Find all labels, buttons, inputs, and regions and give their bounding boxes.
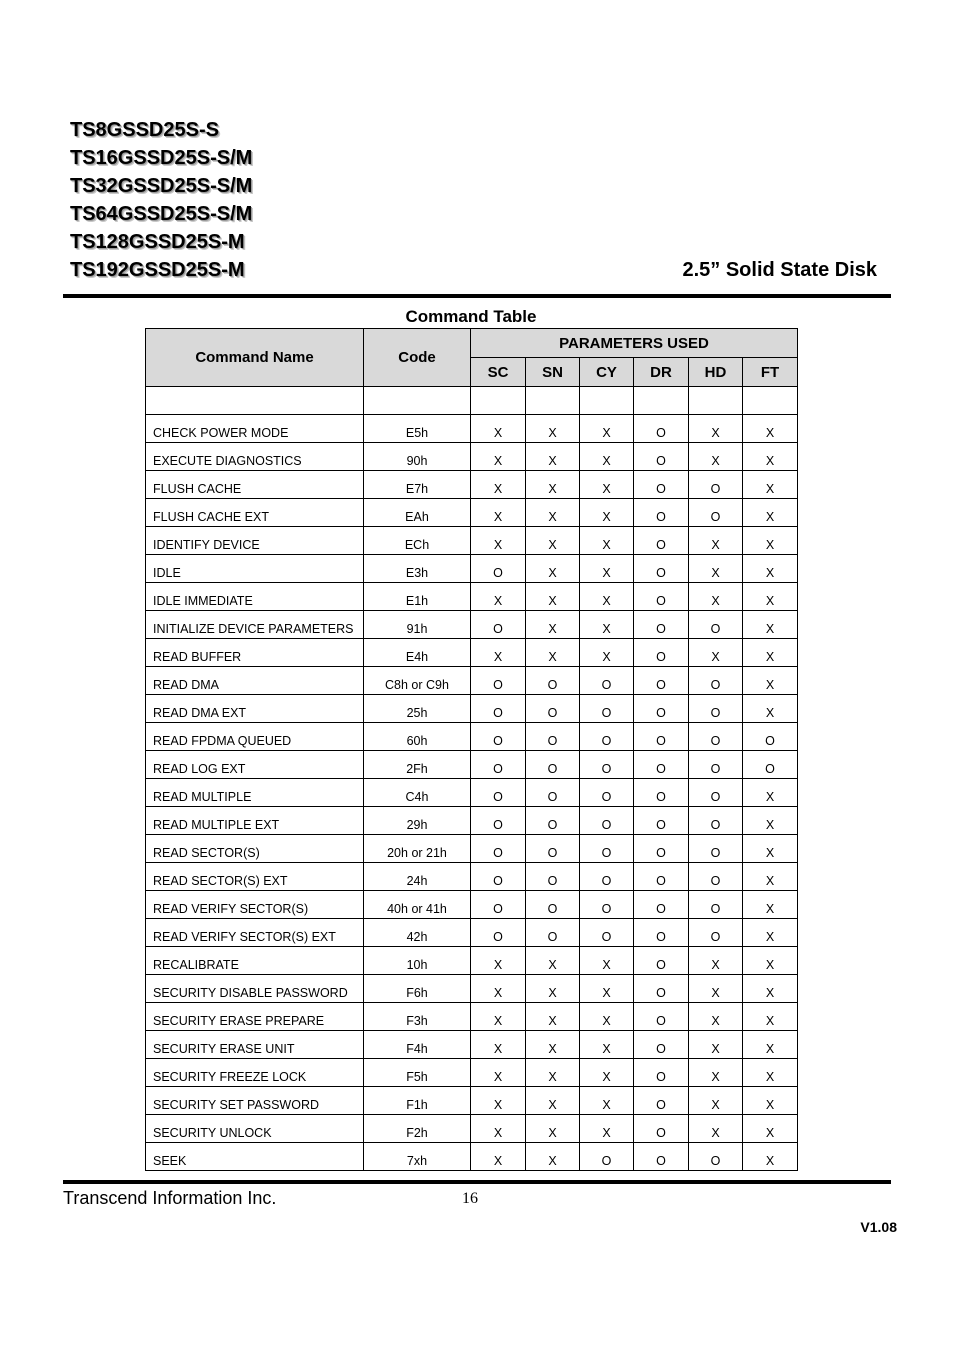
param-cell-dr: O xyxy=(634,1087,689,1115)
param-cell-sn: O xyxy=(526,863,580,891)
table-row xyxy=(146,499,798,527)
param-cell-ft: X xyxy=(743,555,798,583)
param-cell-sc: X xyxy=(471,639,526,667)
param-cell-hd: O xyxy=(689,723,743,751)
param-cell-sn: X xyxy=(526,471,580,499)
param-cell-sc: O xyxy=(471,667,526,695)
param-cell-dr: O xyxy=(634,583,689,611)
command-name-cell: SEEK xyxy=(146,1143,364,1171)
param-cell-sn: X xyxy=(526,611,580,639)
param-cell-sc: X xyxy=(471,1115,526,1143)
param-cell-dr: O xyxy=(634,471,689,499)
code-cell: F2h xyxy=(364,1115,471,1143)
param-cell-cy: X xyxy=(580,583,634,611)
param-cell-hd: X xyxy=(689,443,743,471)
model-name: TS192GSSD25S-M xyxy=(70,259,245,281)
command-table xyxy=(145,328,798,1171)
param-cell-hd: X xyxy=(689,1059,743,1087)
param-cell-cy: X xyxy=(580,1003,634,1031)
param-cell-ft: X xyxy=(743,835,798,863)
command-name-cell: RECALIBRATE xyxy=(146,947,364,975)
param-cell-sc: O xyxy=(471,835,526,863)
param-cell-hd: O xyxy=(689,667,743,695)
param-cell-sc: X xyxy=(471,1059,526,1087)
code-cell: F6h xyxy=(364,975,471,1003)
param-cell-ft: X xyxy=(743,415,798,443)
param-cell-cy: O xyxy=(580,723,634,751)
param-cell-sc: O xyxy=(471,695,526,723)
param-cell-sn: O xyxy=(526,835,580,863)
param-cell-sc: O xyxy=(471,555,526,583)
code-cell: 42h xyxy=(364,919,471,947)
code-cell: 60h xyxy=(364,723,471,751)
param-cell-ft: X xyxy=(743,1003,798,1031)
param-cell-dr: O xyxy=(634,891,689,919)
table-row xyxy=(146,975,798,1003)
code-cell: 10h xyxy=(364,947,471,975)
param-cell-cy: X xyxy=(580,947,634,975)
param-cell-ft: X xyxy=(743,1087,798,1115)
param-cell-cy: O xyxy=(580,667,634,695)
param-cell-cy: X xyxy=(580,1031,634,1059)
param-cell-hd: X xyxy=(689,639,743,667)
table-row xyxy=(146,471,798,499)
param-cell-dr: O xyxy=(634,807,689,835)
param-cell-cy: O xyxy=(580,1143,634,1171)
command-name-cell: READ VERIFY SECTOR(S) EXT xyxy=(146,919,364,947)
model-name: TS16GSSD25S-S/M xyxy=(70,147,253,169)
param-cell-sn: X xyxy=(526,947,580,975)
param-cell-ft: X xyxy=(743,1143,798,1171)
param-cell-cy: X xyxy=(580,639,634,667)
table-row xyxy=(146,807,798,835)
command-name-cell: SECURITY FREEZE LOCK xyxy=(146,1059,364,1087)
command-name-cell: READ MULTIPLE xyxy=(146,779,364,807)
document-title: 2.5” Solid State Disk xyxy=(682,259,877,281)
param-cell-ft: O xyxy=(743,751,798,779)
param-cell-cy: X xyxy=(580,975,634,1003)
param-cell-ft: X xyxy=(743,919,798,947)
param-cell-sc: X xyxy=(471,415,526,443)
param-cell-hd: O xyxy=(689,863,743,891)
param-cell-dr: O xyxy=(634,779,689,807)
command-name-cell: READ MULTIPLE EXT xyxy=(146,807,364,835)
param-cell-cy: O xyxy=(580,695,634,723)
param-cell-hd: O xyxy=(689,751,743,779)
param-cell-dr: O xyxy=(634,527,689,555)
command-name-cell: FLUSH CACHE EXT xyxy=(146,499,364,527)
param-cell-hd: O xyxy=(689,779,743,807)
table-row xyxy=(146,611,798,639)
command-name-cell: SECURITY ERASE UNIT xyxy=(146,1031,364,1059)
command-name-cell: IDLE IMMEDIATE xyxy=(146,583,364,611)
param-cell-hd: X xyxy=(689,1031,743,1059)
param-cell-dr: O xyxy=(634,667,689,695)
param-cell-hd: O xyxy=(689,611,743,639)
code-cell: EAh xyxy=(364,499,471,527)
param-cell-sn: X xyxy=(526,583,580,611)
command-name-cell: SECURITY UNLOCK xyxy=(146,1115,364,1143)
param-cell-sn: O xyxy=(526,919,580,947)
param-cell-ft: X xyxy=(743,891,798,919)
param-cell-hd: X xyxy=(689,947,743,975)
param-cell-dr: O xyxy=(634,499,689,527)
table-caption: Command Table xyxy=(405,307,537,326)
param-cell-cy: X xyxy=(580,471,634,499)
table-row xyxy=(146,527,798,555)
code-cell: E4h xyxy=(364,639,471,667)
param-cell-sn: X xyxy=(526,527,580,555)
param-cell-ft: X xyxy=(743,471,798,499)
param-cell-ft: X xyxy=(743,527,798,555)
param-cell-sn: X xyxy=(526,443,580,471)
param-cell-hd: O xyxy=(689,471,743,499)
param-cell-cy: X xyxy=(580,499,634,527)
param-cell-sc: O xyxy=(471,751,526,779)
code-cell: E5h xyxy=(364,415,471,443)
param-cell-dr: O xyxy=(634,555,689,583)
param-cell-sn: X xyxy=(526,1115,580,1143)
column-header-sn: SN xyxy=(526,358,580,387)
param-cell-cy: X xyxy=(580,443,634,471)
param-cell-hd: X xyxy=(689,583,743,611)
param-cell-sn: X xyxy=(526,1087,580,1115)
table-row xyxy=(146,1059,798,1087)
param-cell-hd: O xyxy=(689,919,743,947)
param-cell-cy: O xyxy=(580,779,634,807)
code-cell: C8h or C9h xyxy=(364,667,471,695)
param-cell-sn: X xyxy=(526,415,580,443)
param-cell-dr: O xyxy=(634,723,689,751)
param-cell-cy: O xyxy=(580,751,634,779)
table-row xyxy=(146,751,798,779)
code-cell: F3h xyxy=(364,1003,471,1031)
table-row xyxy=(146,1143,798,1171)
param-cell-sc: X xyxy=(471,1143,526,1171)
param-cell-ft: X xyxy=(743,1059,798,1087)
param-cell-ft: X xyxy=(743,975,798,1003)
table-row xyxy=(146,667,798,695)
command-name-cell: READ BUFFER xyxy=(146,639,364,667)
param-cell-sn: O xyxy=(526,723,580,751)
table-row xyxy=(146,919,798,947)
param-cell-sc: X xyxy=(471,1003,526,1031)
code-cell: 25h xyxy=(364,695,471,723)
table-row xyxy=(146,1115,798,1143)
param-cell-ft: X xyxy=(743,779,798,807)
param-cell-dr: O xyxy=(634,751,689,779)
param-cell-sc: X xyxy=(471,975,526,1003)
param-cell-hd: X xyxy=(689,975,743,1003)
param-cell-sc: X xyxy=(471,947,526,975)
param-cell-hd: X xyxy=(689,527,743,555)
param-cell-cy: O xyxy=(580,919,634,947)
param-cell-dr: O xyxy=(634,639,689,667)
param-cell-sc: X xyxy=(471,471,526,499)
command-name-cell: SECURITY ERASE PREPARE xyxy=(146,1003,364,1031)
table-row xyxy=(146,891,798,919)
param-cell-hd: X xyxy=(689,1003,743,1031)
param-cell-dr: O xyxy=(634,443,689,471)
table-row xyxy=(146,583,798,611)
param-cell-cy: X xyxy=(580,415,634,443)
param-cell-sc: O xyxy=(471,863,526,891)
column-header-command-name: Command Name xyxy=(146,329,364,387)
param-cell-sn: O xyxy=(526,751,580,779)
param-cell-ft: X xyxy=(743,1031,798,1059)
code-cell: 7xh xyxy=(364,1143,471,1171)
param-cell-sn: X xyxy=(526,1031,580,1059)
param-cell-sc: O xyxy=(471,611,526,639)
spacer-cell xyxy=(580,387,634,415)
spacer-cell xyxy=(634,387,689,415)
param-cell-sn: X xyxy=(526,639,580,667)
param-cell-dr: O xyxy=(634,919,689,947)
command-name-cell: READ SECTOR(S) EXT xyxy=(146,863,364,891)
param-cell-ft: X xyxy=(743,443,798,471)
param-cell-hd: X xyxy=(689,415,743,443)
param-cell-sc: X xyxy=(471,499,526,527)
command-name-cell: READ SECTOR(S) xyxy=(146,835,364,863)
table-row xyxy=(146,1003,798,1031)
code-cell: E3h xyxy=(364,555,471,583)
table-row xyxy=(146,723,798,751)
param-cell-ft: X xyxy=(743,611,798,639)
table-row xyxy=(146,695,798,723)
param-cell-sn: O xyxy=(526,667,580,695)
param-cell-hd: O xyxy=(689,835,743,863)
param-cell-ft: X xyxy=(743,639,798,667)
param-cell-sn: O xyxy=(526,891,580,919)
code-cell: 90h xyxy=(364,443,471,471)
table-row xyxy=(146,1087,798,1115)
param-cell-dr: O xyxy=(634,1143,689,1171)
param-cell-cy: X xyxy=(580,555,634,583)
param-cell-sc: O xyxy=(471,891,526,919)
spacer-cell xyxy=(471,387,526,415)
param-cell-dr: O xyxy=(634,863,689,891)
param-cell-sc: O xyxy=(471,919,526,947)
table-row xyxy=(146,639,798,667)
param-cell-sn: X xyxy=(526,499,580,527)
param-cell-sn: X xyxy=(526,1059,580,1087)
param-cell-ft: O xyxy=(743,723,798,751)
command-name-cell: SECURITY SET PASSWORD xyxy=(146,1087,364,1115)
code-cell: 91h xyxy=(364,611,471,639)
model-name: TS32GSSD25S-S/M xyxy=(70,175,253,197)
footer-divider xyxy=(63,1180,891,1184)
column-header-sc: SC xyxy=(471,358,526,387)
table-row xyxy=(146,443,798,471)
param-cell-hd: X xyxy=(689,1087,743,1115)
param-cell-dr: O xyxy=(634,947,689,975)
param-cell-ft: X xyxy=(743,695,798,723)
param-cell-dr: O xyxy=(634,975,689,1003)
command-name-cell: READ LOG EXT xyxy=(146,751,364,779)
param-cell-sn: O xyxy=(526,779,580,807)
param-cell-dr: O xyxy=(634,835,689,863)
command-name-cell: IDENTIFY DEVICE xyxy=(146,527,364,555)
command-name-cell: FLUSH CACHE xyxy=(146,471,364,499)
param-cell-cy: X xyxy=(580,611,634,639)
model-name: TS8GSSD25S-S xyxy=(70,119,219,141)
table-spacer-row xyxy=(146,387,798,415)
param-cell-ft: X xyxy=(743,863,798,891)
param-cell-cy: X xyxy=(580,1087,634,1115)
param-cell-sc: X xyxy=(471,527,526,555)
model-name: TS64GSSD25S-S/M xyxy=(70,203,253,225)
code-cell: 2Fh xyxy=(364,751,471,779)
table-row xyxy=(146,863,798,891)
table-row xyxy=(146,779,798,807)
spacer-cell xyxy=(526,387,580,415)
param-cell-ft: X xyxy=(743,667,798,695)
command-name-cell: READ VERIFY SECTOR(S) xyxy=(146,891,364,919)
spacer-cell xyxy=(364,387,471,415)
column-header-hd: HD xyxy=(689,358,743,387)
company-name: Transcend Information Inc. xyxy=(63,1188,277,1208)
param-cell-cy: X xyxy=(580,1059,634,1087)
table-row xyxy=(146,835,798,863)
command-name-cell: READ FPDMA QUEUED xyxy=(146,723,364,751)
param-cell-hd: O xyxy=(689,891,743,919)
code-cell: F1h xyxy=(364,1087,471,1115)
command-name-cell: READ DMA EXT xyxy=(146,695,364,723)
code-cell: ECh xyxy=(364,527,471,555)
code-cell: 24h xyxy=(364,863,471,891)
code-cell: E7h xyxy=(364,471,471,499)
command-name-cell: INITIALIZE DEVICE PARAMETERS xyxy=(146,611,364,639)
code-cell: 20h or 21h xyxy=(364,835,471,863)
spacer-cell xyxy=(689,387,743,415)
model-list xyxy=(70,116,252,284)
param-cell-dr: O xyxy=(634,1059,689,1087)
command-name-cell: EXECUTE DIAGNOSTICS xyxy=(146,443,364,471)
param-cell-cy: O xyxy=(580,891,634,919)
code-cell: 29h xyxy=(364,807,471,835)
model-name: TS128GSSD25S-M xyxy=(70,231,245,253)
column-header-ft: FT xyxy=(743,358,798,387)
table-row xyxy=(146,415,798,443)
table-row xyxy=(146,1031,798,1059)
column-header-dr: DR xyxy=(634,358,689,387)
param-cell-hd: X xyxy=(689,555,743,583)
spacer-cell xyxy=(146,387,364,415)
command-name-cell: READ DMA xyxy=(146,667,364,695)
param-cell-cy: O xyxy=(580,807,634,835)
command-name-cell: SECURITY DISABLE PASSWORD xyxy=(146,975,364,1003)
param-cell-sc: X xyxy=(471,443,526,471)
code-cell: 40h or 41h xyxy=(364,891,471,919)
table-row xyxy=(146,555,798,583)
table-row xyxy=(146,947,798,975)
param-cell-dr: O xyxy=(634,415,689,443)
page-number: 16 xyxy=(462,1190,478,1207)
version-label: V1.08 xyxy=(860,1219,897,1235)
param-cell-sc: X xyxy=(471,1087,526,1115)
param-cell-sc: O xyxy=(471,807,526,835)
param-cell-ft: X xyxy=(743,583,798,611)
param-cell-dr: O xyxy=(634,695,689,723)
param-cell-ft: X xyxy=(743,1115,798,1143)
param-cell-hd: O xyxy=(689,499,743,527)
param-cell-sn: X xyxy=(526,1143,580,1171)
param-cell-dr: O xyxy=(634,1003,689,1031)
param-cell-sn: X xyxy=(526,975,580,1003)
param-cell-sc: O xyxy=(471,723,526,751)
command-name-cell: CHECK POWER MODE xyxy=(146,415,364,443)
param-cell-sc: O xyxy=(471,779,526,807)
param-cell-hd: X xyxy=(689,1115,743,1143)
header-divider xyxy=(63,294,891,298)
param-cell-sn: O xyxy=(526,807,580,835)
param-cell-dr: O xyxy=(634,611,689,639)
param-cell-sn: O xyxy=(526,695,580,723)
param-cell-cy: X xyxy=(580,527,634,555)
param-cell-cy: O xyxy=(580,835,634,863)
param-cell-dr: O xyxy=(634,1115,689,1143)
code-cell: C4h xyxy=(364,779,471,807)
param-cell-cy: O xyxy=(580,863,634,891)
param-cell-dr: O xyxy=(634,1031,689,1059)
param-cell-hd: O xyxy=(689,1143,743,1171)
param-cell-sc: X xyxy=(471,1031,526,1059)
param-cell-hd: O xyxy=(689,807,743,835)
column-header-cy: CY xyxy=(580,358,634,387)
command-name-cell: IDLE xyxy=(146,555,364,583)
column-header-parameters-used: PARAMETERS USED xyxy=(471,329,798,358)
param-cell-ft: X xyxy=(743,807,798,835)
column-header-code: Code xyxy=(364,329,471,387)
param-cell-cy: X xyxy=(580,1115,634,1143)
code-cell: E1h xyxy=(364,583,471,611)
param-cell-sn: X xyxy=(526,1003,580,1031)
param-cell-sc: X xyxy=(471,583,526,611)
param-cell-sn: X xyxy=(526,555,580,583)
param-cell-ft: X xyxy=(743,947,798,975)
code-cell: F5h xyxy=(364,1059,471,1087)
param-cell-hd: O xyxy=(689,695,743,723)
code-cell: F4h xyxy=(364,1031,471,1059)
spacer-cell xyxy=(743,387,798,415)
param-cell-ft: X xyxy=(743,499,798,527)
